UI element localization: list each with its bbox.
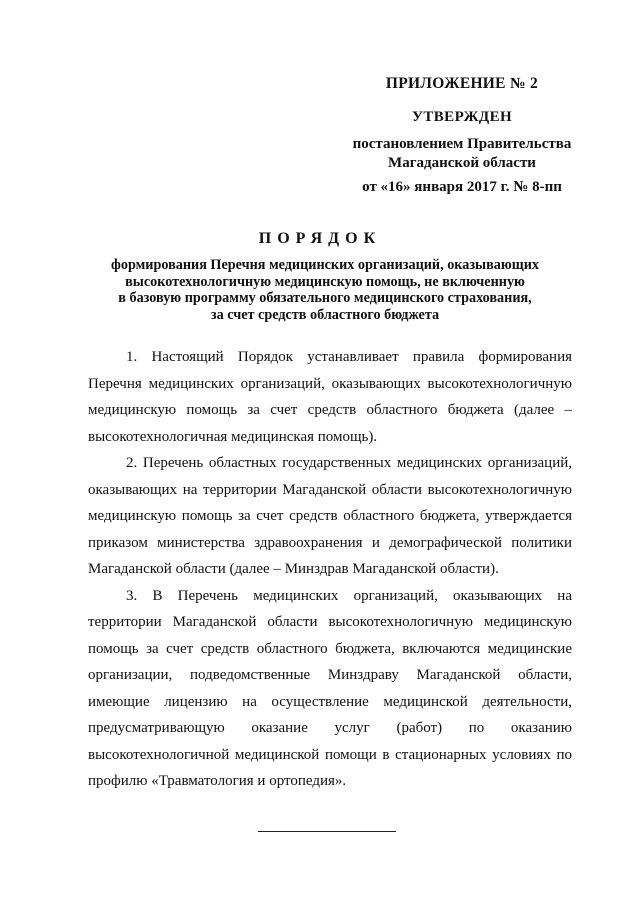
- approved-label: УТВЕРЖДЕН: [411, 109, 513, 125]
- approval-header: [332, 74, 592, 197]
- decree-line-2: Магаданской области: [388, 155, 536, 171]
- paragraph-2: 2. Перечень областных государственных медицинских организаций, оказывающих на территории Магаданской области высокотехнологичную медицинскую помощь за счет средств областного бюджета, утверждается приказом министерства здравоохранения и демографической политики Магаданской области (далее – Минздрав Магаданской области).: [88, 455, 572, 577]
- subtitle-line: формирования Перечня медицинских организаций, оказывающих: [111, 257, 539, 273]
- document-body: [88, 344, 572, 795]
- document-subtitle: [90, 257, 560, 323]
- decree-date: от «16» января 2017 г. № 8-пп: [362, 179, 562, 195]
- paragraph-3: 3. В Перечень медицинских организаций, оказывающих на территории Магаданской области высокотехнологичную медицинскую помощь за счет средств областного бюджета, включаются медицинские организации, подведомственные Минздраву Магаданской области, имеющие лицензию на осуществление медицинской деятельности, предусматривающую оказание услуг (работ) по оказанию высокотехнологичной медицинской помощи в стационарных условиях по профилю «Травматология и ортопедия».: [88, 587, 572, 789]
- appendix-label: ПРИЛОЖЕНИЕ № 2: [385, 75, 539, 92]
- document-title: ПОРЯДОК: [258, 230, 382, 247]
- paragraph-1: 1. Настоящий Порядок устанавливает правила формирования Перечня медицинских организаций, оказывающих высокотехнологичную медицинскую помощь за счет средств областного бюджета (далее – высокотехнологичная медицинская помощь).: [88, 349, 572, 445]
- end-divider: [258, 831, 396, 832]
- subtitle-line: высокотехнологичную медицинскую помощь, не включенную: [125, 273, 525, 290]
- decree-line-1: постановлением Правительства: [352, 136, 572, 152]
- subtitle-line: за счет средств областного бюджета: [210, 306, 440, 323]
- subtitle-line: в базовую программу обязательного медицинского страхования,: [118, 290, 532, 306]
